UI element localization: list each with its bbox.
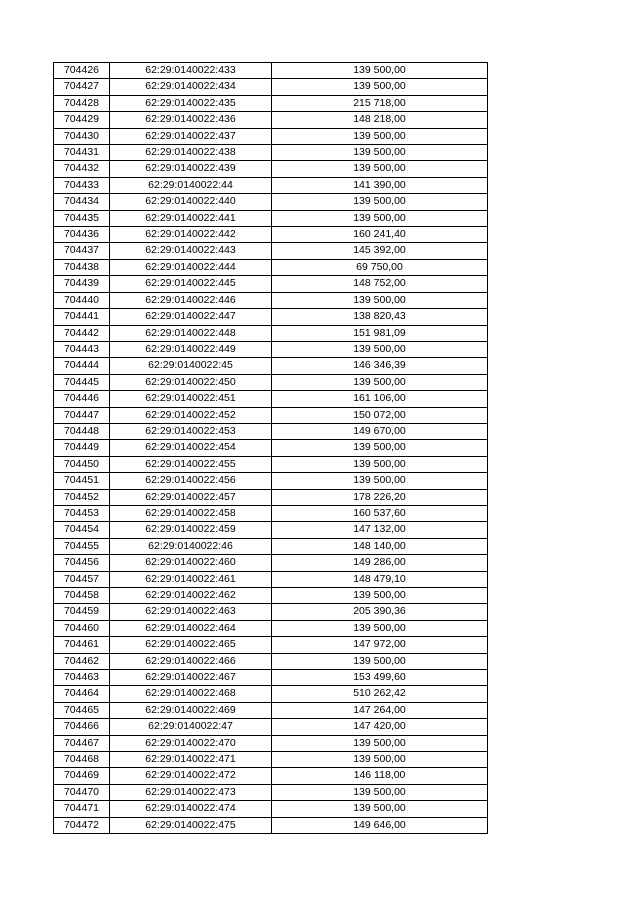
cadastral-number-cell: 62:29:0140022:473 [110, 784, 272, 800]
value-cell: 139 500,00 [272, 374, 488, 390]
table-row [54, 784, 488, 800]
table-row [54, 391, 488, 407]
cadastral-number-cell: 62:29:0140022:453 [110, 423, 272, 439]
cadastral-number-cell: 62:29:0140022:454 [110, 440, 272, 456]
table-row [54, 259, 488, 275]
row-number-cell: 704444 [54, 358, 110, 374]
value-cell: 138 820,43 [272, 309, 488, 325]
value-cell: 150 072,00 [272, 407, 488, 423]
row-number-cell: 704429 [54, 112, 110, 128]
table-row [54, 440, 488, 456]
table-row [54, 341, 488, 357]
table-row [54, 522, 488, 538]
cadastral-number-cell: 62:29:0140022:44 [110, 177, 272, 193]
value-cell: 139 500,00 [272, 784, 488, 800]
cadastral-number-cell: 62:29:0140022:435 [110, 95, 272, 111]
table-row [54, 292, 488, 308]
table-row [54, 309, 488, 325]
value-cell: 161 106,00 [272, 391, 488, 407]
value-cell: 148 479,10 [272, 571, 488, 587]
table-row [54, 588, 488, 604]
value-cell: 139 500,00 [272, 161, 488, 177]
cadastral-number-cell: 62:29:0140022:446 [110, 292, 272, 308]
value-cell: 139 500,00 [272, 801, 488, 817]
cadastral-number-cell: 62:29:0140022:466 [110, 653, 272, 669]
value-cell: 139 500,00 [272, 194, 488, 210]
cadastral-number-cell: 62:29:0140022:45 [110, 358, 272, 374]
row-number-cell: 704459 [54, 604, 110, 620]
table-row [54, 128, 488, 144]
row-number-cell: 704441 [54, 309, 110, 325]
table-row [54, 686, 488, 702]
cadastral-number-cell: 62:29:0140022:472 [110, 768, 272, 784]
row-number-cell: 704430 [54, 128, 110, 144]
cadastral-number-cell: 62:29:0140022:433 [110, 63, 272, 79]
row-number-cell: 704450 [54, 456, 110, 472]
value-cell: 139 500,00 [272, 128, 488, 144]
row-number-cell: 704464 [54, 686, 110, 702]
table-row [54, 538, 488, 554]
value-cell: 160 241,40 [272, 227, 488, 243]
value-cell: 141 390,00 [272, 177, 488, 193]
row-number-cell: 704453 [54, 505, 110, 521]
cadastral-number-cell: 62:29:0140022:461 [110, 571, 272, 587]
row-number-cell: 704451 [54, 473, 110, 489]
value-cell: 139 500,00 [272, 79, 488, 95]
table-row [54, 456, 488, 472]
cadastral-number-cell: 62:29:0140022:468 [110, 686, 272, 702]
table-row [54, 670, 488, 686]
table-row [54, 423, 488, 439]
value-cell: 149 670,00 [272, 423, 488, 439]
table-row [54, 112, 488, 128]
cadastral-number-cell: 62:29:0140022:469 [110, 702, 272, 718]
row-number-cell: 704433 [54, 177, 110, 193]
row-number-cell: 704457 [54, 571, 110, 587]
row-number-cell: 704470 [54, 784, 110, 800]
row-number-cell: 704437 [54, 243, 110, 259]
cadastral-number-cell: 62:29:0140022:443 [110, 243, 272, 259]
table-row [54, 374, 488, 390]
cadastral-number-cell: 62:29:0140022:470 [110, 735, 272, 751]
row-number-cell: 704426 [54, 63, 110, 79]
table-row [54, 571, 488, 587]
row-number-cell: 704461 [54, 637, 110, 653]
row-number-cell: 704462 [54, 653, 110, 669]
table-row [54, 243, 488, 259]
table-row [54, 227, 488, 243]
cadastral-number-cell: 62:29:0140022:439 [110, 161, 272, 177]
cadastral-number-cell: 62:29:0140022:462 [110, 588, 272, 604]
row-number-cell: 704471 [54, 801, 110, 817]
value-cell: 139 500,00 [272, 473, 488, 489]
cadastral-number-cell: 62:29:0140022:436 [110, 112, 272, 128]
row-number-cell: 704449 [54, 440, 110, 456]
table-row [54, 604, 488, 620]
cadastral-number-cell: 62:29:0140022:448 [110, 325, 272, 341]
table-row [54, 801, 488, 817]
table-row [54, 358, 488, 374]
cadastral-number-cell: 62:29:0140022:465 [110, 637, 272, 653]
row-number-cell: 704445 [54, 374, 110, 390]
value-cell: 69 750,00 [272, 259, 488, 275]
table-row [54, 719, 488, 735]
table-row [54, 95, 488, 111]
value-cell: 139 500,00 [272, 210, 488, 226]
table-row [54, 63, 488, 79]
cadastral-number-cell: 62:29:0140022:438 [110, 145, 272, 161]
cadastral-number-cell: 62:29:0140022:458 [110, 505, 272, 521]
row-number-cell: 704466 [54, 719, 110, 735]
value-cell: 149 646,00 [272, 817, 488, 833]
value-cell: 147 132,00 [272, 522, 488, 538]
value-cell: 147 972,00 [272, 637, 488, 653]
value-cell: 146 346,39 [272, 358, 488, 374]
row-number-cell: 704427 [54, 79, 110, 95]
value-cell: 139 500,00 [272, 341, 488, 357]
cadastral-number-cell: 62:29:0140022:460 [110, 555, 272, 571]
cadastral-number-cell: 62:29:0140022:440 [110, 194, 272, 210]
cadastral-number-cell: 62:29:0140022:464 [110, 620, 272, 636]
row-number-cell: 704454 [54, 522, 110, 538]
value-cell: 148 140,00 [272, 538, 488, 554]
value-cell: 148 752,00 [272, 276, 488, 292]
value-cell: 139 500,00 [272, 145, 488, 161]
cadastral-number-cell: 62:29:0140022:455 [110, 456, 272, 472]
row-number-cell: 704443 [54, 341, 110, 357]
value-cell: 146 118,00 [272, 768, 488, 784]
row-number-cell: 704460 [54, 620, 110, 636]
table-row [54, 145, 488, 161]
table-row [54, 325, 488, 341]
value-cell: 139 500,00 [272, 63, 488, 79]
cadastral-number-cell: 62:29:0140022:475 [110, 817, 272, 833]
table-body [54, 63, 488, 834]
row-number-cell: 704428 [54, 95, 110, 111]
cadastral-number-cell: 62:29:0140022:471 [110, 752, 272, 768]
value-cell: 205 390,36 [272, 604, 488, 620]
row-number-cell: 704465 [54, 702, 110, 718]
cadastral-number-cell: 62:29:0140022:441 [110, 210, 272, 226]
row-number-cell: 704448 [54, 423, 110, 439]
cadastral-number-cell: 62:29:0140022:437 [110, 128, 272, 144]
table-row [54, 752, 488, 768]
cadastral-number-cell: 62:29:0140022:457 [110, 489, 272, 505]
cadastral-number-cell: 62:29:0140022:442 [110, 227, 272, 243]
table-row [54, 637, 488, 653]
value-cell: 149 286,00 [272, 555, 488, 571]
value-cell: 139 500,00 [272, 752, 488, 768]
row-number-cell: 704463 [54, 670, 110, 686]
row-number-cell: 704442 [54, 325, 110, 341]
row-number-cell: 704456 [54, 555, 110, 571]
table-row [54, 817, 488, 833]
cadastral-number-cell: 62:29:0140022:459 [110, 522, 272, 538]
table-row [54, 702, 488, 718]
value-cell: 178 226,20 [272, 489, 488, 505]
row-number-cell: 704458 [54, 588, 110, 604]
row-number-cell: 704438 [54, 259, 110, 275]
cadastral-number-cell: 62:29:0140022:452 [110, 407, 272, 423]
cadastral-number-cell: 62:29:0140022:474 [110, 801, 272, 817]
row-number-cell: 704440 [54, 292, 110, 308]
table-row [54, 276, 488, 292]
value-cell: 139 500,00 [272, 292, 488, 308]
value-cell: 148 218,00 [272, 112, 488, 128]
cadastral-number-cell: 62:29:0140022:47 [110, 719, 272, 735]
table-row [54, 653, 488, 669]
cadastral-number-cell: 62:29:0140022:434 [110, 79, 272, 95]
value-cell: 139 500,00 [272, 653, 488, 669]
cadastral-number-cell: 62:29:0140022:445 [110, 276, 272, 292]
table-row [54, 473, 488, 489]
row-number-cell: 704439 [54, 276, 110, 292]
table-row [54, 407, 488, 423]
row-number-cell: 704447 [54, 407, 110, 423]
row-number-cell: 704452 [54, 489, 110, 505]
value-cell: 139 500,00 [272, 440, 488, 456]
table-row [54, 620, 488, 636]
table-row [54, 505, 488, 521]
cadastral-number-cell: 62:29:0140022:46 [110, 538, 272, 554]
value-cell: 147 420,00 [272, 719, 488, 735]
row-number-cell: 704467 [54, 735, 110, 751]
cadastral-number-cell: 62:29:0140022:444 [110, 259, 272, 275]
row-number-cell: 704455 [54, 538, 110, 554]
value-cell: 151 981,09 [272, 325, 488, 341]
row-number-cell: 704468 [54, 752, 110, 768]
value-cell: 153 499,60 [272, 670, 488, 686]
cadastral-number-cell: 62:29:0140022:450 [110, 374, 272, 390]
cadastral-value-table [53, 62, 488, 834]
cadastral-number-cell: 62:29:0140022:449 [110, 341, 272, 357]
value-cell: 215 718,00 [272, 95, 488, 111]
row-number-cell: 704472 [54, 817, 110, 833]
cadastral-number-cell: 62:29:0140022:467 [110, 670, 272, 686]
value-cell: 145 392,00 [272, 243, 488, 259]
value-cell: 139 500,00 [272, 456, 488, 472]
table-row [54, 555, 488, 571]
value-cell: 160 537,60 [272, 505, 488, 521]
row-number-cell: 704431 [54, 145, 110, 161]
value-cell: 139 500,00 [272, 588, 488, 604]
value-cell: 139 500,00 [272, 620, 488, 636]
table-row [54, 768, 488, 784]
table-row [54, 177, 488, 193]
table-row [54, 194, 488, 210]
row-number-cell: 704446 [54, 391, 110, 407]
cadastral-number-cell: 62:29:0140022:463 [110, 604, 272, 620]
row-number-cell: 704434 [54, 194, 110, 210]
row-number-cell: 704469 [54, 768, 110, 784]
value-cell: 147 264,00 [272, 702, 488, 718]
value-cell: 139 500,00 [272, 735, 488, 751]
table-row [54, 161, 488, 177]
table-row [54, 489, 488, 505]
row-number-cell: 704436 [54, 227, 110, 243]
cadastral-number-cell: 62:29:0140022:451 [110, 391, 272, 407]
row-number-cell: 704432 [54, 161, 110, 177]
table-row [54, 210, 488, 226]
cadastral-number-cell: 62:29:0140022:447 [110, 309, 272, 325]
row-number-cell: 704435 [54, 210, 110, 226]
value-cell: 510 262,42 [272, 686, 488, 702]
table-row [54, 735, 488, 751]
table-row [54, 79, 488, 95]
cadastral-number-cell: 62:29:0140022:456 [110, 473, 272, 489]
